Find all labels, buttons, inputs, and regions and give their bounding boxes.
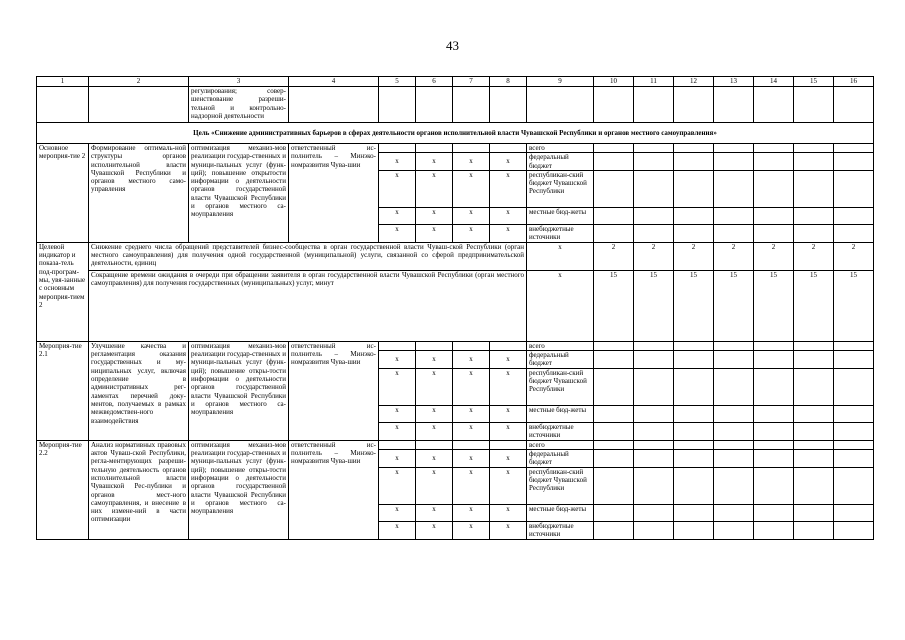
- event-2-2-executor: ответственный ис-полнитель – Минэко-номразвития Чува-шии: [289, 440, 379, 539]
- x-mark: х: [490, 450, 527, 468]
- x-mark: х: [453, 504, 490, 521]
- x-mark: х: [453, 422, 490, 440]
- event-2-1-name: Улучшение качества и регламентация оказания государственных и му-ниципальных услуг, включая определение в административных рег-ламентах перечней доку-ментов, получаемых в рамках межведомствен-ного взаимодействия: [89, 341, 189, 440]
- indicator-value: 15: [794, 270, 834, 341]
- goal-text: Цель «Снижение административных барьеров в сферах деятельности органов исполнительной власти Чувашской Республики и органов местного самоуправления»: [37, 123, 874, 144]
- source-federal: федеральный бюджет: [527, 351, 594, 369]
- header-cell: 9: [527, 77, 594, 87]
- event-2-1-executor: ответственный ис-полнитель – Минэко-номразвития Чува-шии: [289, 341, 379, 440]
- source-total: всего: [527, 144, 594, 153]
- x-mark: х: [453, 450, 490, 468]
- header-cell: 13: [714, 77, 754, 87]
- source-local: местные бюд-жеты: [527, 207, 594, 224]
- header-cell: 16: [834, 77, 874, 87]
- x-mark: х: [379, 504, 416, 521]
- header-cell: 1: [37, 77, 89, 87]
- indicator-label: Целевой индикатор и показа-тель под-програм-мы, увя-занные с основным мероприя-тием 2: [37, 242, 89, 341]
- x-mark: х: [379, 422, 416, 440]
- indicator-2-text: Сокращение времени ожидания в очереди при обращении заявителя в орган государственной власти Чувашской Республики (орган местного самоуправления) для получения государственных (муниципальных) услуг, минут: [89, 270, 527, 341]
- indicator-value: 2: [754, 242, 794, 270]
- indicator-row: [37, 270, 874, 341]
- header-cell: 12: [674, 77, 714, 87]
- x-mark: х: [416, 351, 453, 369]
- goal-row: [37, 123, 874, 144]
- event-2-1-type: Мероприя-тие 2.1: [37, 341, 89, 440]
- x-mark: х: [453, 405, 490, 422]
- indicator-value: 2: [634, 242, 674, 270]
- x-mark: х: [490, 422, 527, 440]
- header-cell: 14: [754, 77, 794, 87]
- x-mark: х: [416, 153, 453, 171]
- source-local: местные бюд-жеты: [527, 504, 594, 521]
- indicator-value: 2: [794, 242, 834, 270]
- x-mark: х: [416, 170, 453, 207]
- x-mark: х: [527, 270, 594, 341]
- x-mark: х: [490, 207, 527, 224]
- source-offbudget: внебюджетные источники: [527, 422, 594, 440]
- x-mark: х: [379, 521, 416, 539]
- x-mark: х: [416, 405, 453, 422]
- x-mark: х: [490, 170, 527, 207]
- source-total: всего: [527, 341, 594, 350]
- indicator-value: 2: [714, 242, 754, 270]
- indicator-value: 15: [714, 270, 754, 341]
- x-mark: х: [490, 351, 527, 369]
- event-2-2-name: Анализ нормативных правовых актов Чуваш-ской Республики, регла-ментирующих разреши-тельную деятельность органов исполнительной власти Чувашской Рес-публики и органов мест-ного самоуправления, и внесение в них измене-ний в части оптимизации: [89, 440, 189, 539]
- header-cell: 5: [379, 77, 416, 87]
- header-cell: 11: [634, 77, 674, 87]
- page-number: 43: [446, 38, 459, 53]
- x-mark: х: [453, 368, 490, 405]
- x-mark: х: [453, 351, 490, 369]
- x-mark: х: [379, 224, 416, 242]
- event-2-2-row: [37, 440, 874, 449]
- x-mark: х: [453, 467, 490, 504]
- x-mark: х: [416, 450, 453, 468]
- source-republic: республикан-ский бюджет Чувашской Республики: [527, 368, 594, 405]
- x-mark: х: [490, 467, 527, 504]
- indicator-value: 15: [754, 270, 794, 341]
- indicator-value: 2: [674, 242, 714, 270]
- header-cell: 6: [416, 77, 453, 87]
- event-main-executor: ответственный ис-полнитель – Минэко-номразвития Чува-шии: [289, 144, 379, 243]
- header-row: [37, 77, 874, 87]
- source-local: местные бюд-жеты: [527, 405, 594, 422]
- x-mark: х: [453, 224, 490, 242]
- header-cell: 8: [490, 77, 527, 87]
- source-offbudget: внебюджетные источники: [527, 224, 594, 242]
- x-mark: х: [490, 224, 527, 242]
- indicator-value: 15: [594, 270, 634, 341]
- program-table: [36, 76, 874, 540]
- x-mark: х: [490, 153, 527, 171]
- continuation-text: регулирования; совер-шенствование разреши-тельной и контрольно-надзорной деятельности: [189, 87, 289, 123]
- source-offbudget: внебюджетные источники: [527, 521, 594, 539]
- continuation-row: [37, 87, 874, 123]
- x-mark: х: [490, 521, 527, 539]
- event-main-type: Основное мероприя-тие 2: [37, 144, 89, 243]
- x-mark: х: [453, 521, 490, 539]
- source-republic: республикан-ский бюджет Чувашской Республики: [527, 170, 594, 207]
- event-main-row: [37, 144, 874, 153]
- x-mark: х: [490, 405, 527, 422]
- indicator-value: 15: [634, 270, 674, 341]
- header-cell: 4: [289, 77, 379, 87]
- event-2-1-row: [37, 341, 874, 350]
- x-mark: х: [379, 170, 416, 207]
- indicator-row: [37, 242, 874, 270]
- x-mark: х: [379, 405, 416, 422]
- x-mark: х: [453, 207, 490, 224]
- source-republic: республикан-ский бюджет Чувашской Республики: [527, 467, 594, 504]
- event-2-2-task: оптимизация механиз-мов реализации государ-ственных и муници-пальных услуг (функ-ций); повышение откры-тости информации о деятельности органов государственной власти Чувашской Республики и органов местного са-моуправления: [189, 440, 289, 539]
- x-mark: х: [416, 207, 453, 224]
- x-mark: х: [416, 422, 453, 440]
- x-mark: х: [379, 207, 416, 224]
- source-federal: федеральный бюджет: [527, 153, 594, 171]
- x-mark: х: [379, 467, 416, 504]
- event-main-name: Формирование оптималь-ной структуры органов исполнительной власти Чувашской Республики и органов местного само-управления: [89, 144, 189, 243]
- event-2-1-task: оптимизация механиз-мов реализации государ-ственных и муници-пальных услуг (функ-ций); повышение откры-тости информации о деятельности органов государственной власти Чувашской Республики и органов местного са-моуправления: [189, 341, 289, 440]
- header-cell: 3: [189, 77, 289, 87]
- x-mark: х: [379, 450, 416, 468]
- x-mark: х: [416, 467, 453, 504]
- x-mark: х: [416, 504, 453, 521]
- header-cell: 7: [453, 77, 490, 87]
- x-mark: х: [527, 242, 594, 270]
- indicator-value: 15: [834, 270, 874, 341]
- x-mark: х: [379, 153, 416, 171]
- event-2-2-type: Мероприя-тие 2.2: [37, 440, 89, 539]
- x-mark: х: [490, 504, 527, 521]
- indicator-value: 2: [594, 242, 634, 270]
- x-mark: х: [416, 521, 453, 539]
- x-mark: х: [453, 153, 490, 171]
- x-mark: х: [490, 368, 527, 405]
- indicator-value: 2: [834, 242, 874, 270]
- x-mark: х: [453, 170, 490, 207]
- header-cell: 2: [89, 77, 189, 87]
- x-mark: х: [379, 368, 416, 405]
- header-cell: 15: [794, 77, 834, 87]
- source-total: всего: [527, 440, 594, 449]
- x-mark: х: [379, 351, 416, 369]
- source-federal: федеральный бюджет: [527, 450, 594, 468]
- x-mark: х: [416, 224, 453, 242]
- indicator-1-text: Снижение среднего числа обращений представителей бизнес-сообщества в орган государственной власти Чуваш-ской Республики (орган местного самоуправления) для получения одной государственной (муниципальной) услуги, связанной со сферой предпринимательской деятельности, единиц: [89, 242, 527, 270]
- x-mark: х: [416, 368, 453, 405]
- header-cell: 10: [594, 77, 634, 87]
- event-main-task: оптимизация механиз-мов реализации государ-ственных и муници-пальных услуг (функ-ций); повышение открытости информации о деятельности органов государственной власти Чувашской Республики и органов местного са-моуправления: [189, 144, 289, 243]
- indicator-value: 15: [674, 270, 714, 341]
